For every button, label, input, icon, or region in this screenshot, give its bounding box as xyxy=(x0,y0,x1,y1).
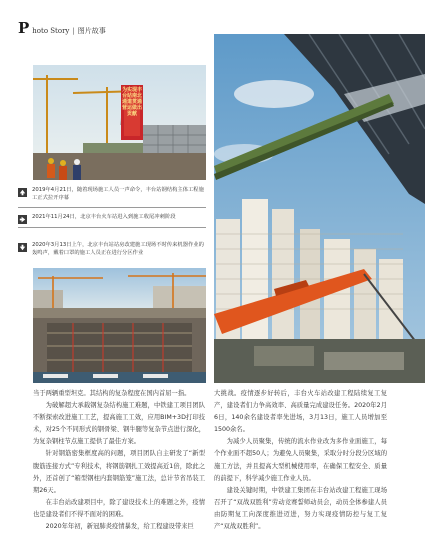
caption-divider xyxy=(18,227,206,228)
section-header xyxy=(18,20,106,36)
paragraph: 当于两辆重型坦克。其结构的复杂程度在国内首屈一指。 xyxy=(33,390,191,397)
photo-steel-structure-start xyxy=(33,65,206,180)
paragraph: 建设关键时期，中铁建工集团在丰台站改建工程施工现场召开了“双战双胜利”劳动竞赛誓师动员会，动员全体参建人员由防期复工向深度推进迈进，努力实现疫情防控与复工复产“双战双胜利”。 xyxy=(214,486,387,531)
header-title-en: hoto Story xyxy=(32,27,70,35)
caption-3 xyxy=(18,242,206,257)
paragraph: 在丰台站改建项目中，除了建设技术上的难题之外，疫情也是建设者们不得不面对的困难。 xyxy=(33,498,205,518)
header-title-cn: 图片故事 xyxy=(77,27,106,35)
paragraph: 针对钢筋密集框度高的问题，项目团队自主研发了“新型腹筋连接方式”专利技术，将钢筋钢扎工效提高近1倍，除此之外，还首创了“箱型钢柱内套钢筋笼”施工法，总计节省吊装工期26天。 xyxy=(33,450,205,494)
paragraph: 为破解超大承载钢复杂结构施工难题，中铁建工项目团队不断探索改进施工工艺，提高施工工效，应用BIM+3D打印技术，对25个不同形式的钢骨梁、钢牛腿等复杂节点进行深化，为复杂钢柱节点施工提供了最佳方案。 xyxy=(33,402,205,446)
red-banner-text: 为实现丰台站南北通道贯通营运做出贡献 xyxy=(122,87,143,117)
paragraph: 大挑战。疫情逐步好转后，丰台火车站改建工程陆续复工复产，建设者们力争高效率、高质量完成建设任务。2020年2月6日，140余名建设者率先进场，3月13日，施工人员增加至1500余名。 xyxy=(214,390,387,434)
header-separator: | xyxy=(72,27,75,35)
paragraph: 2020年年初，新冠肺炎疫情暴发，给工程建设带来巨 xyxy=(45,523,194,531)
arrow-up-icon xyxy=(18,188,27,197)
caption-1-text: 2019年4月21日，随着现场施工人员一声命令，丰台站钢结构主体工程施工正式拉开序幕 xyxy=(32,187,204,201)
body-column-right xyxy=(214,388,387,533)
caption-3-text: 2020年3月13日上午，北京丰台站站房改建施工现场不时传来机器作业的轰鸣声，戴着口罩的施工人员正在进行分区作业 xyxy=(32,242,204,256)
caption-2 xyxy=(18,214,206,224)
construction-photo-2 xyxy=(214,34,425,383)
header-big-letter: P xyxy=(18,19,30,37)
caption-divider xyxy=(18,207,206,208)
construction-photo-3 xyxy=(33,268,206,383)
photo-station-finishing xyxy=(214,34,425,383)
photo-excavation-site xyxy=(33,268,206,383)
paragraph: 为减少人员聚集，传统的流水作业改为多作业面施工，每个作业面不超50人；为避免人员聚集，采取分时分段分区域的施工方法，并且提高大型机械使用率，在确保工程安全、质量的前提下，科学减少施工作业人员。 xyxy=(214,438,387,482)
arrow-right-icon xyxy=(18,215,27,224)
caption-2-text: 2021年11月24日，北京丰台火车站进入到施工收尾冲刺阶段 xyxy=(32,214,176,220)
arrow-down-icon xyxy=(18,243,27,252)
caption-1 xyxy=(18,187,206,202)
body-column-left xyxy=(33,388,205,533)
construction-photo-1 xyxy=(33,65,206,180)
